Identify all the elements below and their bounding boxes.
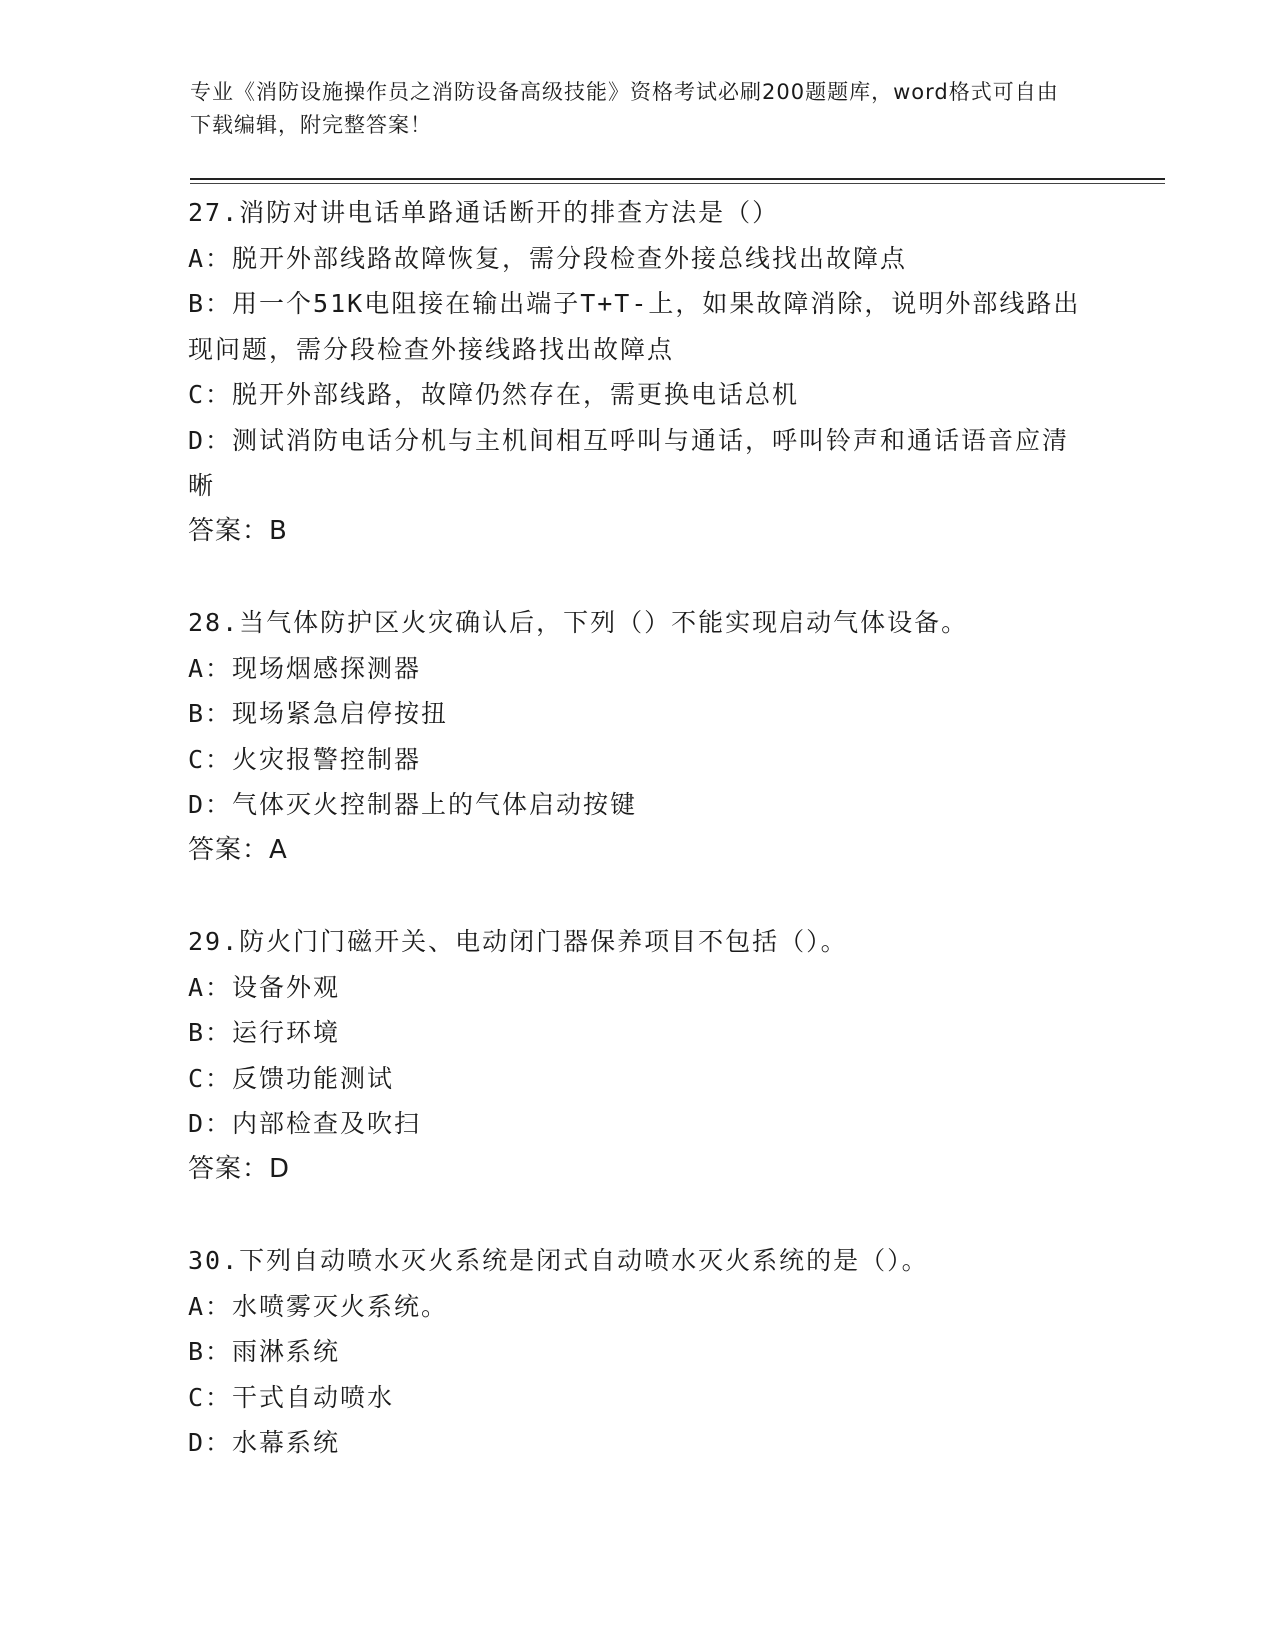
question-stem: 27.消防对讲电话单路通话断开的排查方法是（） bbox=[188, 198, 780, 227]
option-b: B：用一个51K电阻接在输出端子T+T-上，如果故障消除，说明外部线路出现问题，需分段检查外接线路找出故障点 bbox=[188, 289, 1081, 364]
option-d: D：内部检查及吹扫 bbox=[188, 1109, 422, 1138]
option-a: A：脱开外部线路故障恢复，需分段检查外接总线找出故障点 bbox=[188, 243, 908, 273]
question-stem: 30.下列自动喷水灭火系统是闭式自动喷水灭火系统的是（）。 bbox=[188, 1246, 929, 1275]
option-d: D：测试消防电话分机与主机间相互呼叫与通话，呼叫铃声和通话语音应清晰 bbox=[188, 425, 1070, 500]
option-d: D：水幕系统 bbox=[188, 1428, 341, 1457]
answer: 答案：A bbox=[188, 834, 288, 865]
header-divider bbox=[190, 178, 1165, 180]
answer: 答案：B bbox=[188, 515, 288, 546]
option-c: C：火灾报警控制器 bbox=[188, 744, 422, 774]
header-divider-thin bbox=[190, 183, 1165, 184]
option-b: B：雨淋系统 bbox=[188, 1337, 341, 1366]
answer: 答案：D bbox=[188, 1153, 291, 1184]
option-a: A：现场烟感探测器 bbox=[188, 653, 422, 683]
option-a: A：设备外观 bbox=[188, 972, 341, 1002]
question-29 bbox=[188, 919, 1088, 1192]
option-a: A：水喷雾灭火系统。 bbox=[188, 1291, 449, 1321]
question-30 bbox=[188, 1238, 1088, 1466]
option-b: B：运行环境 bbox=[188, 1018, 341, 1047]
option-c: C：脱开外部线路，故障仍然存在，需更换电话总机 bbox=[188, 380, 800, 409]
page-header: 专业《消防设施操作员之消防设备高级技能》资格考试必刷200题题库，word格式可自由下载编辑，附完整答案！ bbox=[190, 80, 1059, 137]
option-d: D：气体灭火控制器上的气体启动按键 bbox=[188, 790, 638, 819]
option-b: B：现场紧急启停按扭 bbox=[188, 699, 449, 728]
question-28 bbox=[188, 600, 1088, 873]
question-stem: 28.当气体防护区火灾确认后，下列（）不能实现启动气体设备。 bbox=[188, 608, 969, 637]
question-stem: 29.防火门门磁开关、电动闭门器保养项目不包括（）。 bbox=[188, 927, 848, 956]
question-27 bbox=[188, 190, 1088, 554]
option-c: C：反馈功能测试 bbox=[188, 1063, 395, 1093]
option-c: C：干式自动喷水 bbox=[188, 1382, 395, 1412]
question-list bbox=[188, 190, 1088, 1512]
